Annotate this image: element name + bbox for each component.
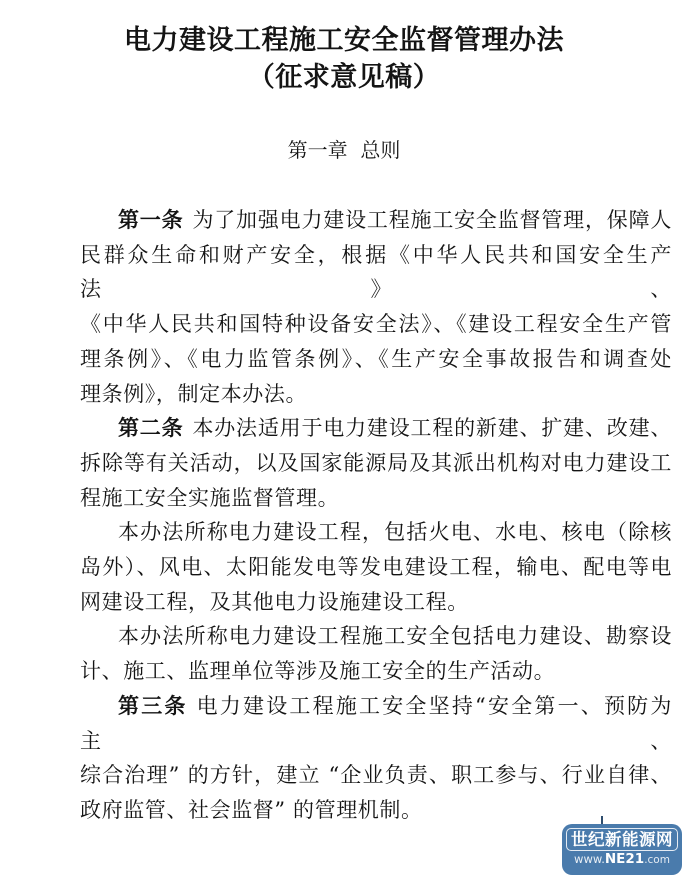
body-line: 理条例》，制定本办法。 [80,381,308,406]
document-title-line1: 电力建设工程施工安全监督管理办法 [124,25,564,56]
body-line: 理条例》、《电力监管条例》、《生产安全事故报告和调查处 [80,346,672,371]
body-line: 《中华人民共和国特种设备安全法》、《建设工程安全生产管 [80,312,672,337]
article-number: 第二条 [118,415,184,441]
watermark-site-name: 世纪新能源网 [566,828,678,851]
body-line: 第二条 本办法适用于电力建设工程的新建、扩建、改建、 [118,415,672,441]
body-line: 计、施工、监理单位等涉及施工安全的生产活动。 [80,659,556,684]
body-line: 第三条 电力建设工程施工安全坚持“安全第一、预防为主、 [80,692,672,753]
watermark-url-www: www. [574,852,605,866]
chapter-heading: 第一章 总则 [287,138,401,162]
body-line: 网建设工程，及其他电力设施建设工程。 [80,589,469,614]
document-title [0,22,688,96]
body-line: 民群众生命和财产安全，根据《中华人民共和国安全生产法》、 [80,242,672,302]
article-number: 第三条 [118,692,188,718]
body-line: 政府监管、社会监督” 的管理机制。 [80,797,423,822]
body-line: 综合治理” 的方针，建立 “企业负责、职工参与、行业自律、 [80,763,672,788]
body-line: 拆除等有关活动，以及国家能源局及其派出机构对电力建设工 [80,450,672,475]
document-body [80,203,672,828]
body-line: 程施工安全实施监督管理。 [80,485,340,510]
watermark-url-ne21: NE21 [604,851,645,867]
body-line: 本办法所称电力建设工程施工安全包括电力建设、勘察设 [118,624,672,649]
article-number: 第一条 [118,207,184,232]
body-line: 本办法所称电力建设工程，包括火电、水电、核电（除核 [118,520,672,545]
document-title-line2: （征求意见稿） [247,62,441,93]
body-line: 岛外）、风电、太阳能发电等发电建设工程，输电、配电等电 [80,555,672,580]
site-watermark-logo [562,824,682,875]
body-line: 第一条 为了加强电力建设工程施工安全监督管理，保障人 [118,207,672,232]
watermark-site-url [562,852,682,867]
watermark-url-com: .com [644,854,670,866]
